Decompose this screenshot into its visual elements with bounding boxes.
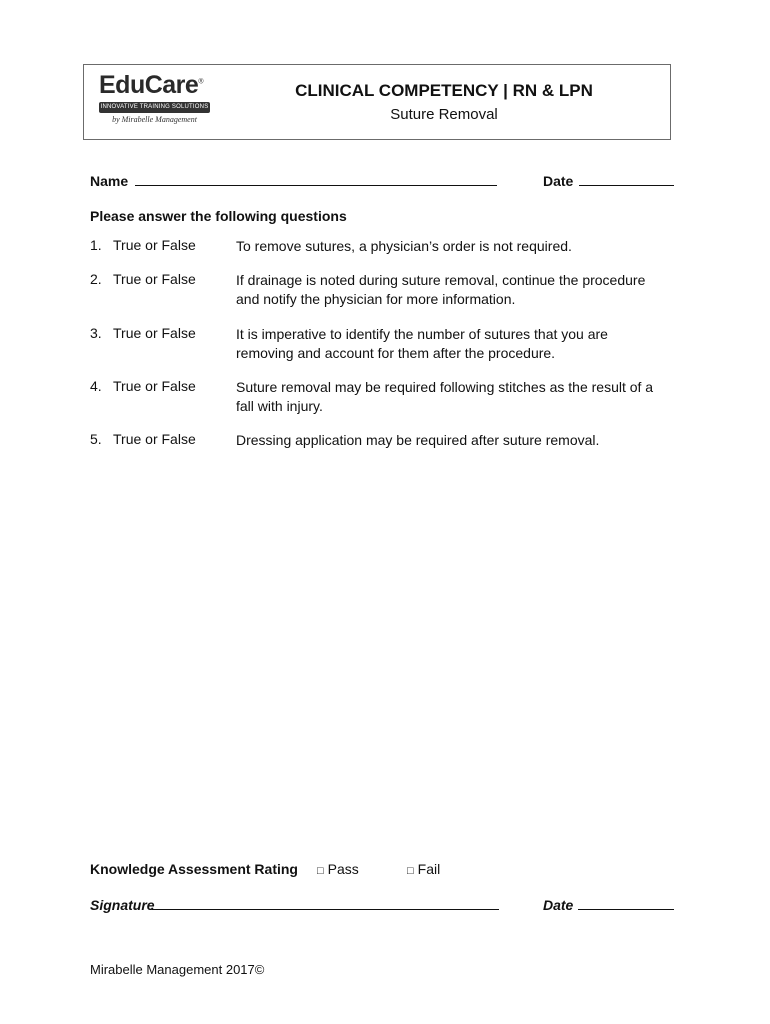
signature-date-field[interactable]: [578, 897, 674, 913]
document-subtitle: Suture Removal: [390, 106, 498, 123]
document-title: CLINICAL COMPETENCY | RN & LPN: [295, 81, 593, 100]
name-field[interactable]: [135, 173, 497, 189]
header-box: [83, 64, 671, 140]
logo-tagline: INNOVATIVE TRAINING SOLUTIONS: [99, 102, 210, 113]
signature-label: Signature: [90, 897, 155, 913]
question-number: 1.: [90, 237, 102, 253]
question-text: Suture removal may be required following stitches as the result of a fall with injury.: [236, 379, 654, 414]
question-number: 3.: [90, 325, 102, 341]
question-number: 4.: [90, 378, 102, 394]
true-false-choice[interactable]: True or False: [113, 431, 196, 447]
checkbox-icon: □: [407, 865, 414, 877]
true-false-choice[interactable]: True or False: [113, 271, 196, 287]
true-false-choice[interactable]: True or False: [113, 237, 196, 253]
question-number: 5.: [90, 431, 102, 447]
question-text: Dressing application may be required after suture removal.: [236, 432, 600, 448]
instructions-heading: Please answer the following questions: [90, 208, 347, 224]
true-false-choice[interactable]: True or False: [113, 325, 196, 341]
name-label: Name: [90, 173, 129, 189]
logo-by-line: by Mirabelle Management: [112, 115, 197, 124]
question-number: 2.: [90, 271, 102, 287]
signature-date-label: Date: [543, 897, 574, 913]
question-text: If drainage is noted during suture removal, continue the procedure and notify the physician for more information.: [236, 272, 646, 307]
assessment-label: Knowledge Assessment Rating: [90, 861, 298, 877]
checkbox-icon: □: [317, 865, 324, 877]
logo-brand: EduCare®: [99, 71, 203, 99]
pass-label: Pass: [327, 861, 359, 877]
question-text: It is imperative to identify the number of sutures that you are removing and account for them after the procedure.: [236, 326, 608, 361]
signature-field[interactable]: [152, 897, 499, 913]
pass-checkbox[interactable]: [317, 861, 359, 877]
date-label: Date: [543, 173, 574, 189]
fail-checkbox[interactable]: [407, 861, 440, 877]
educare-logo: [99, 71, 211, 133]
date-field[interactable]: [579, 173, 674, 189]
question-text: To remove sutures, a physician’s order is not required.: [236, 238, 572, 254]
true-false-choice[interactable]: True or False: [113, 378, 196, 394]
footer-copyright: Mirabelle Management 2017©: [90, 962, 265, 977]
fail-label: Fail: [417, 861, 441, 877]
